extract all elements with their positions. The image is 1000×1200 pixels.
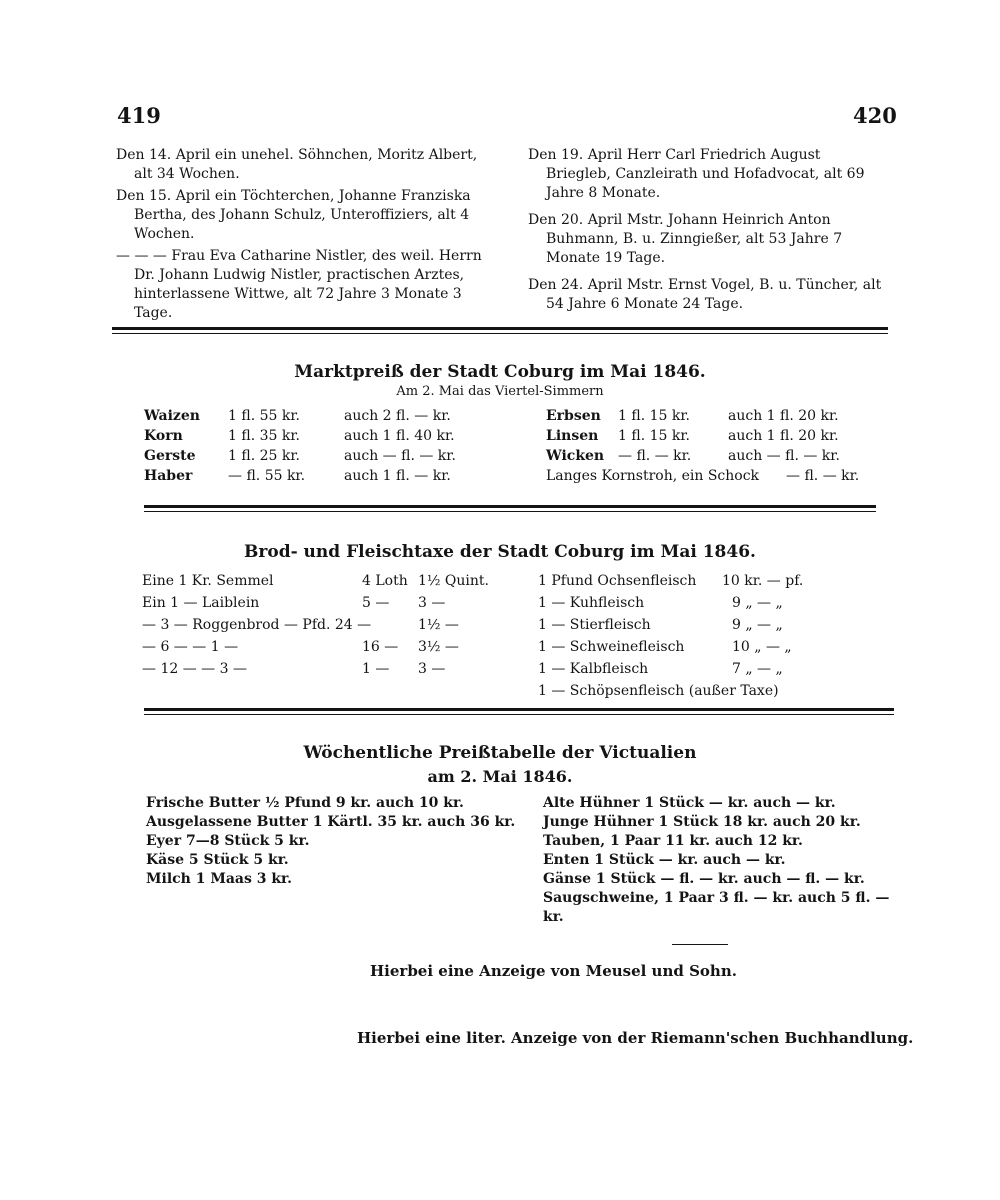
price: — fl. — kr. [618,448,692,464]
death-entry: Den 14. April ein unehel. Söhnchen, Moritz Albert, alt 34 Wochen. [116,147,478,182]
advert-note: Hierbei eine liter. Anzeige von der Riemann'schen Buchhandlung. [357,1029,914,1047]
victual-item: Alte Hühner 1 Stück — kr. auch — kr. [543,795,836,811]
brot-title: Brod- und Fleischtaxe der Stadt Coburg im Mai 1846. [244,542,756,562]
price: 1 fl. 15 kr. [618,428,690,444]
grain-name: Langes Kornstroh, ein Schock [546,468,760,484]
brot-weight: 1 — [362,661,390,677]
short-divider [672,944,728,945]
price-alt: auch 1 fl. 20 kr. [728,408,839,424]
victualien-right [543,794,899,927]
fleisch-price: 9 „ — „ [732,617,783,633]
grain-name: Wicken [546,448,605,464]
section-divider [112,333,888,334]
brot-item: Ein 1 — Laiblein [142,595,260,611]
death-entry: Den 20. April Mstr. Johann Heinrich Anton Buhmann, B. u. Zinngießer, alt 53 Jahre 7 Monate 19 Tage. [528,212,843,266]
brot-weight: 5 — [362,595,390,611]
brot-item: — 6 — — 1 — [142,639,239,655]
price-alt: auch 1 fl. 40 kr. [344,428,455,444]
grain-name: Linsen [546,428,599,444]
page-number-left: 419 [117,103,161,128]
grain-name: Gerste [144,448,196,464]
price-alt: auch 1 fl. 20 kr. [728,428,839,444]
section-divider [144,511,876,512]
price: 1 fl. 15 kr. [618,408,690,424]
fleisch-price: 9 „ — „ [732,595,783,611]
price-alt: — fl. — kr. [786,468,860,484]
death-entry: Den 24. April Mstr. Ernst Vogel, B. u. Tüncher, alt 54 Jahre 6 Monate 24 Tage. [528,277,882,312]
price-alt: auch — fl. — kr. [344,448,456,464]
section-divider [144,714,894,715]
brot-quint: 3 — [418,595,446,611]
victual-item: Gänse 1 Stück — fl. — kr. auch — fl. — kr. [543,871,865,887]
victual-item: Ausgelassene Butter 1 Kärtl. 35 kr. auch 36 kr. [146,814,516,830]
fleisch-item: 1 Pfund Ochsenfleisch [538,573,697,589]
brot-item: Eine 1 Kr. Semmel [142,573,274,589]
price-alt: auch 1 fl. — kr. [344,468,451,484]
market-subtitle: Am 2. Mai das Viertel-Simmern [396,384,604,399]
fleisch-item: 1 — Schweinefleisch [538,639,685,655]
brot-item: — 12 — — 3 — [142,661,247,677]
brot-quint: 1½ Quint. [418,573,489,589]
price-alt: auch 2 fl. — kr. [344,408,451,424]
victual-item: Eyer 7—8 Stück 5 kr. [146,833,310,849]
victual-item: Frische Butter ½ Pfund 9 kr. auch 10 kr. [146,795,464,811]
price: 1 fl. 35 kr. [228,428,300,444]
fleisch-item: 1 — Kuhfleisch [538,595,645,611]
price: 1 fl. 25 kr. [228,448,300,464]
victualien-subtitle: am 2. Mai 1846. [427,767,573,786]
section-divider [144,708,894,711]
advert-note: Hierbei eine Anzeige von Meusel und Sohn. [370,962,737,980]
price: — fl. 55 kr. [228,468,306,484]
page-number-right: 420 [853,103,897,128]
brot-weight: 4 Loth [362,573,408,589]
brot-item: — 3 — Roggenbrod — Pfd. 24 — [142,617,372,633]
section-divider [112,327,888,330]
death-entry: Den 19. April Herr Carl Friedrich August Brieglеb, Canzleirath und Hofadvocat, alt 69 Jahre 8 Monate. [528,147,865,201]
victual-item: Junge Hühner 1 Stück 18 kr. auch 20 kr. [543,814,861,830]
fleisch-item: 1 — Schöpsenfleisch (außer Taxe) [538,683,779,699]
brot-quint: 1½ — [418,617,459,633]
victual-item: Saugschweine, 1 Paar 3 fl. — kr. auch 5 fl. — kr. [543,890,890,925]
brot-quint: 3 — [418,661,446,677]
fleisch-item: 1 — Kalbfleisch [538,661,649,677]
grain-name: Erbsen [546,408,601,424]
grain-name: Korn [144,428,183,444]
fleisch-price: 7 „ — „ [732,661,783,677]
victualien-title: Wöchentliche Preißtabelle der Victualien [303,743,697,763]
death-entry: — — — Frau Eva Catharine Nistler, des weil. Herrn Dr. Johann Ludwig Nistler, practischen Arztes, hinterlassene Wittwe, alt 72 Jahre 3 Monate 3 Tage. [116,248,482,321]
victual-item: Käse 5 Stück 5 kr. [146,852,289,868]
brot-weight: 16 — [362,639,399,655]
deaths-left-column [116,146,494,326]
deaths-right-column [528,146,888,317]
victual-item: Milch 1 Maas 3 kr. [146,871,293,887]
price-alt: auch — fl. — kr. [728,448,840,464]
price: 1 fl. 55 kr. [228,408,300,424]
grain-name: Haber [144,468,193,484]
section-divider [144,505,876,508]
brot-quint: 3½ — [418,639,459,655]
death-entry: Den 15. April ein Töchterchen, Johanne Franziska Bertha, des Johann Schulz, Unteroffiziers, alt 4 Wochen. [116,188,471,242]
victual-item: Enten 1 Stück — kr. auch — kr. [543,852,786,868]
market-title: Marktpreiß der Stadt Coburg im Mai 1846. [294,362,706,382]
victual-item: Tauben, 1 Paar 11 kr. auch 12 kr. [543,833,803,849]
fleisch-price: 10 „ — „ [732,639,792,655]
fleisch-price: 10 kr. — pf. [722,573,804,589]
victualien-left [146,794,526,889]
grain-name: Waizen [144,408,200,424]
fleisch-item: 1 — Stierfleisch [538,617,651,633]
